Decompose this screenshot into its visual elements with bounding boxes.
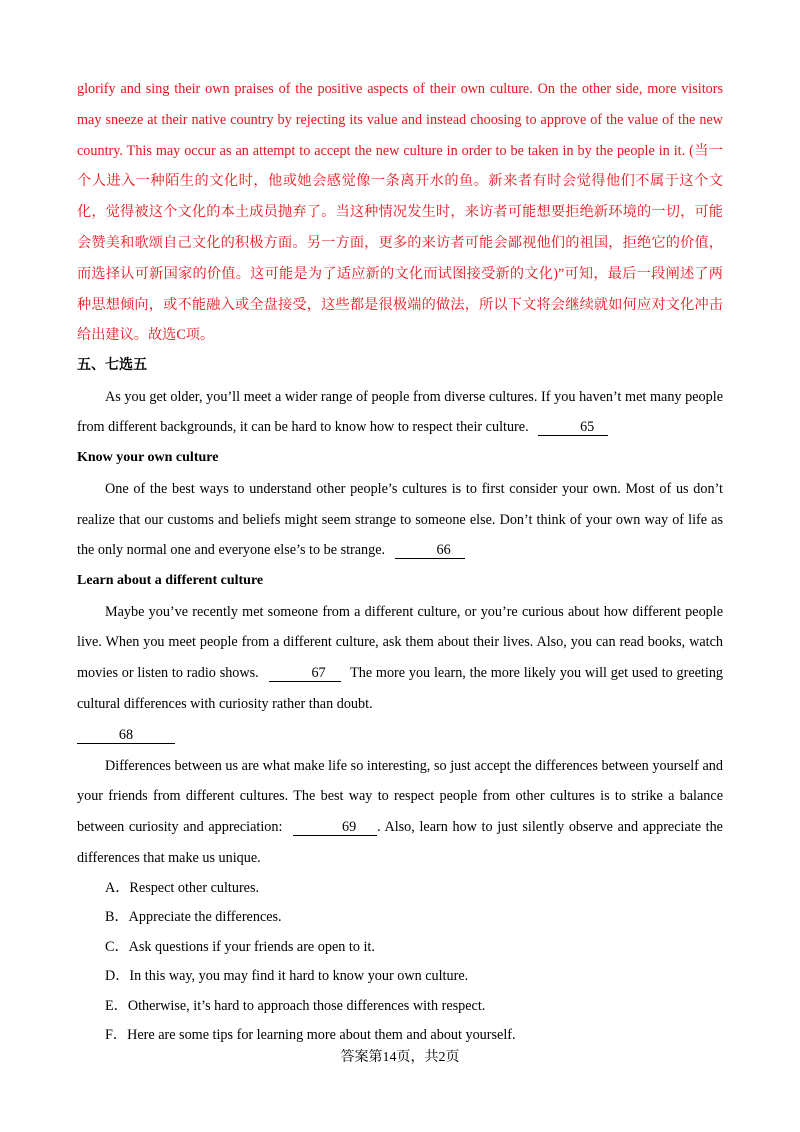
blank-68: 68 bbox=[77, 728, 175, 744]
blank-67: 67 bbox=[269, 666, 341, 682]
blank-65: 65 bbox=[538, 420, 608, 436]
blank-69: 69 bbox=[293, 820, 377, 836]
option-d: D．In this way, you may find it hard to know your own culture. bbox=[105, 968, 469, 985]
document-page bbox=[77, 74, 723, 1051]
passage-paragraph-3 bbox=[77, 597, 723, 720]
para-3-text-b: The more you learn, the more likely you will get used to greeting cultural differences with curiosity rather than doubt. bbox=[77, 665, 724, 713]
passage-intro bbox=[77, 382, 723, 444]
answer-explanation: glorify and sing their own praises of the positive aspects of their own culture. On the other side, more visitors may sneeze at their native country by rejecting its value and instead choosing to approve of the value of the new country. This may occur as an attempt to accept the new culture in order to be taken in by the people in it. (当一个人进入一种陌生的文化时，他或她会感觉像一条离开水的鱼。新来者有时会觉得他们不属于这个文化，觉得被这个文化的本土成员抛弃了。当这种情况发生时，来访者可能想要拒绝新环境的一切，可能会赞美和歌颂自己文化的积极方面。另一方面，更多的来访者可能会鄙视他们的祖国，拒绝它的价值，而选择认可新国家的价值。这可能是为了适应新的文化而试图接受新的文化)”可知，最后一段阐述了两种思想倾向，或不能融入或全盘接受，这些都是很极端的做法，所以下文将会继续就如何应对文化冲击给出建议。故选C项。 bbox=[77, 81, 723, 344]
passage-paragraph-2 bbox=[77, 474, 723, 566]
passage-paragraph-4 bbox=[77, 751, 723, 874]
option-e: E．Otherwise, it’s hard to approach those differences with respect. bbox=[105, 997, 486, 1014]
intro-text: As you get older, you’ll meet a wider range of people from diverse cultures. If you haven’t met many people from different backgrounds, it can be hard to know how to respect their culture. bbox=[77, 388, 723, 436]
para-3-text-a: Maybe you’ve recently met someone from a different culture, or you’re curious about how different people live. When you meet people from a different culture, ask them about their lives. Also, you can read books, watch movies or listen to radio shows. bbox=[77, 603, 723, 682]
blank-66: 66 bbox=[395, 543, 465, 559]
para-2-text: One of the best ways to understand other people’s cultures is to first consider your own. Most of us don’t realize that our customs and beliefs might seem strange to someone else. Don’t think of your own way of life as the only normal one and everyone else’s to be strange. bbox=[77, 480, 723, 559]
blank-68-line bbox=[77, 720, 723, 751]
option-f: F．Here are some tips for learning more about them and about yourself. bbox=[105, 1027, 516, 1044]
option-b: B．Appreciate the differences. bbox=[105, 909, 282, 926]
heading-know-your-own-culture: Know your own culture bbox=[77, 450, 219, 466]
page-footer: 答案第14页，共2页 bbox=[340, 1050, 460, 1065]
option-a: A．Respect other cultures. bbox=[105, 879, 260, 896]
options-list bbox=[77, 874, 723, 1051]
heading-learn-about-culture: Learn about a different culture bbox=[77, 573, 264, 589]
para-4-text-b: . Also, learn how to just silently observe and appreciate the differences that make us unique. bbox=[77, 819, 723, 867]
para-4-text-a: Differences between us are what make life so interesting, so just accept the differences between yourself and your friends from different cultures. The best way to respect people from other cultures is to strike a balance between curiosity and appreciation: bbox=[77, 757, 723, 836]
option-c: C．Ask questions if your friends are open to it. bbox=[105, 938, 375, 955]
section-title: 五、七选五 bbox=[77, 358, 147, 374]
